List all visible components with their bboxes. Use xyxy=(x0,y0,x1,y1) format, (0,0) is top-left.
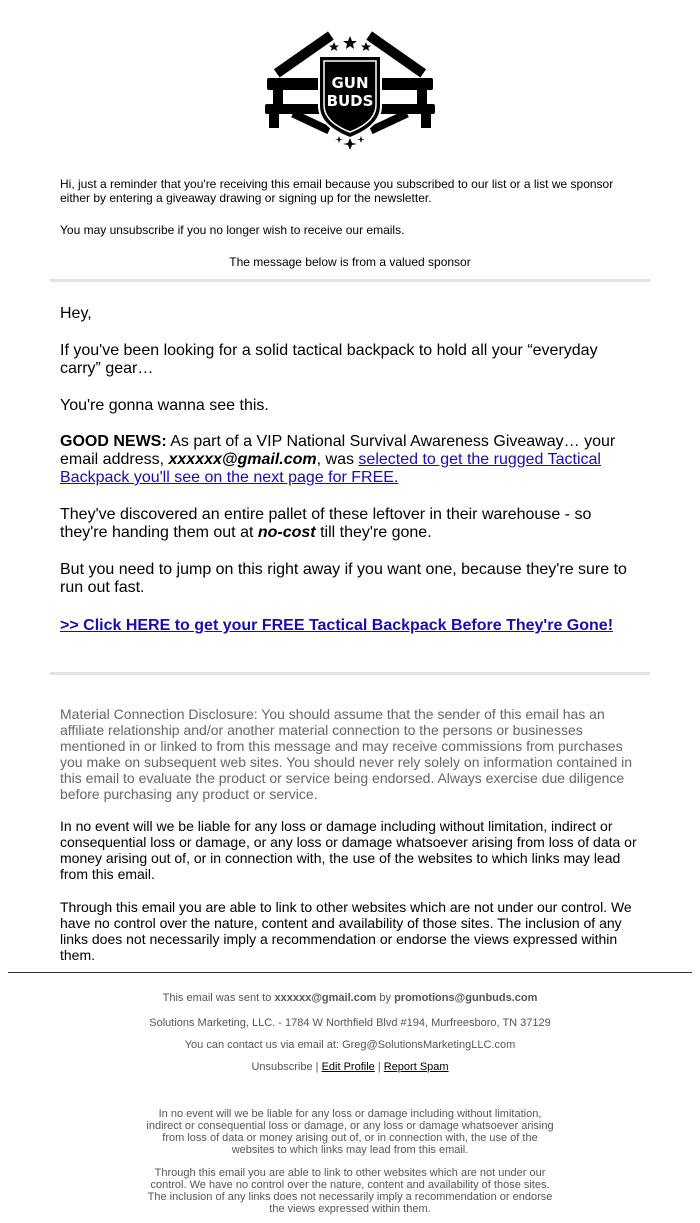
p4-text: till they're gone. xyxy=(315,524,432,541)
unsubscribe-note: You may unsubscribe if you no longer wish to receive our emails. xyxy=(60,223,405,237)
footer-links-disclaimer: Through this email you are able to link to other websites which are not under our control. We have no control over the nature, content and availability of those sites. The inclusion of any links does not necessarily imply a recommendation or endorse the views expressed within them. xyxy=(147,1167,553,1215)
message-paragraph-2: You're gonna wanna see this. xyxy=(60,397,269,414)
sent-to-prefix: This email was sent to xyxy=(162,992,275,1004)
logo-text-buds: BUDS xyxy=(326,92,374,110)
star-icon xyxy=(357,136,365,143)
sponsor-note: The message below is from a valued sponsor xyxy=(229,255,471,269)
separator: | xyxy=(374,1061,384,1073)
unsubscribe-text[interactable]: Unsubscribe xyxy=(251,1061,313,1073)
footer-recipient: xxxxxx@gmail.com xyxy=(274,992,377,1004)
offer-link[interactable]: selected to get the rugged Tactical Backpack you'll see on the next page for FREE. xyxy=(60,451,601,486)
greeting: Hey, xyxy=(60,305,92,322)
no-cost-emphasis: no-cost xyxy=(257,524,316,541)
divider xyxy=(50,672,650,675)
cta-link[interactable]: >> Click HERE to get your FREE Tactical Backpack Before They're Gone! xyxy=(60,617,614,634)
divider xyxy=(50,279,650,282)
message-paragraph-1: If you've been looking for a solid tactical backpack to hold all your “everyday carry” gear… xyxy=(60,342,598,377)
star-icon xyxy=(329,42,339,51)
footer-sender: promotions@gunbuds.com xyxy=(394,992,538,1004)
footer-liability: In no event will we be liable for any loss or damage including without limitation, indirect or consequential loss or damage, or any loss or damage whatsoever arising from loss of data or money arising out of, or in connection with, the use of the websites to which links may lead from this email. xyxy=(146,1108,554,1156)
p3-text: As part of a VIP National Survival Awareness Giveaway… your email address, xyxy=(60,433,616,468)
report-spam-link[interactable]: Report Spam xyxy=(383,1061,449,1073)
footer-links xyxy=(50,1061,650,1074)
sent-to-line xyxy=(50,992,650,1005)
subscription-reminder: Hi, just a reminder that you're receiving this email because you subscribed to our list or a list we sponsor either by entering a giveaway drawing or signing up for the newsletter. xyxy=(60,177,614,205)
contact-line: You can contact us via email at: Greg@SolutionsMarketingLLC.com xyxy=(184,1039,516,1051)
star-icon xyxy=(343,138,357,150)
good-news-label: GOOD NEWS: xyxy=(60,433,167,450)
cta-paragraph xyxy=(60,617,640,635)
p4-text: They've discovered an entire pallet of these leftover in their warehouse - so they're handing them out at xyxy=(60,506,592,541)
message-paragraph-5: But you need to jump on this right away if you want one, because they're sure to run out fast. xyxy=(60,561,627,596)
recipient-email: xxxxxx@gmail.com xyxy=(168,451,317,468)
star-icon xyxy=(361,42,371,51)
message-paragraph-4 xyxy=(60,506,640,542)
message-paragraph-3 xyxy=(60,433,640,487)
postal-address: Solutions Marketing, LLC. - 1784 W Northfield Blvd #194, Murfreesboro, TN 37129 xyxy=(149,1017,551,1029)
material-connection-disclosure: Material Connection Disclosure: You should assume that the sender of this email has an affiliate relationship and/or another material connection to the persons or businesses mentioned in or linked to from this message and may receive commissions from purchases you make on subsequent web sites. You should never rely solely on information contained in this email to evaluate the product or service being endorsed. Always exercise due diligence before purchasing any product or service. xyxy=(60,706,633,802)
external-links-disclaimer: Through this email you are able to link to other websites which are not under our control. We have no control over the nature, content and availability of those sites. The inclusion of any links does not necessarily imply a recommendation or endorse the views expressed within them. xyxy=(60,899,632,963)
star-icon xyxy=(343,36,357,49)
separator: | xyxy=(312,1061,322,1073)
gun-buds-logo[interactable] xyxy=(263,18,437,150)
logo-graphic xyxy=(263,18,437,150)
by-text: by xyxy=(376,992,395,1004)
p3-text: , was xyxy=(316,451,359,468)
logo-text-gun: GUN xyxy=(331,74,369,92)
star-icon xyxy=(335,136,343,143)
footer-divider xyxy=(8,972,692,973)
liability-disclaimer: In no event will we be liable for any loss or damage including without limitation, indirect or consequential loss or damage, or any loss or damage whatsoever arising from loss of data or money arising out of, or in connection with, the use of the websites to which links may lead from this email. xyxy=(60,818,637,882)
edit-profile-link[interactable]: Edit Profile xyxy=(321,1061,375,1073)
